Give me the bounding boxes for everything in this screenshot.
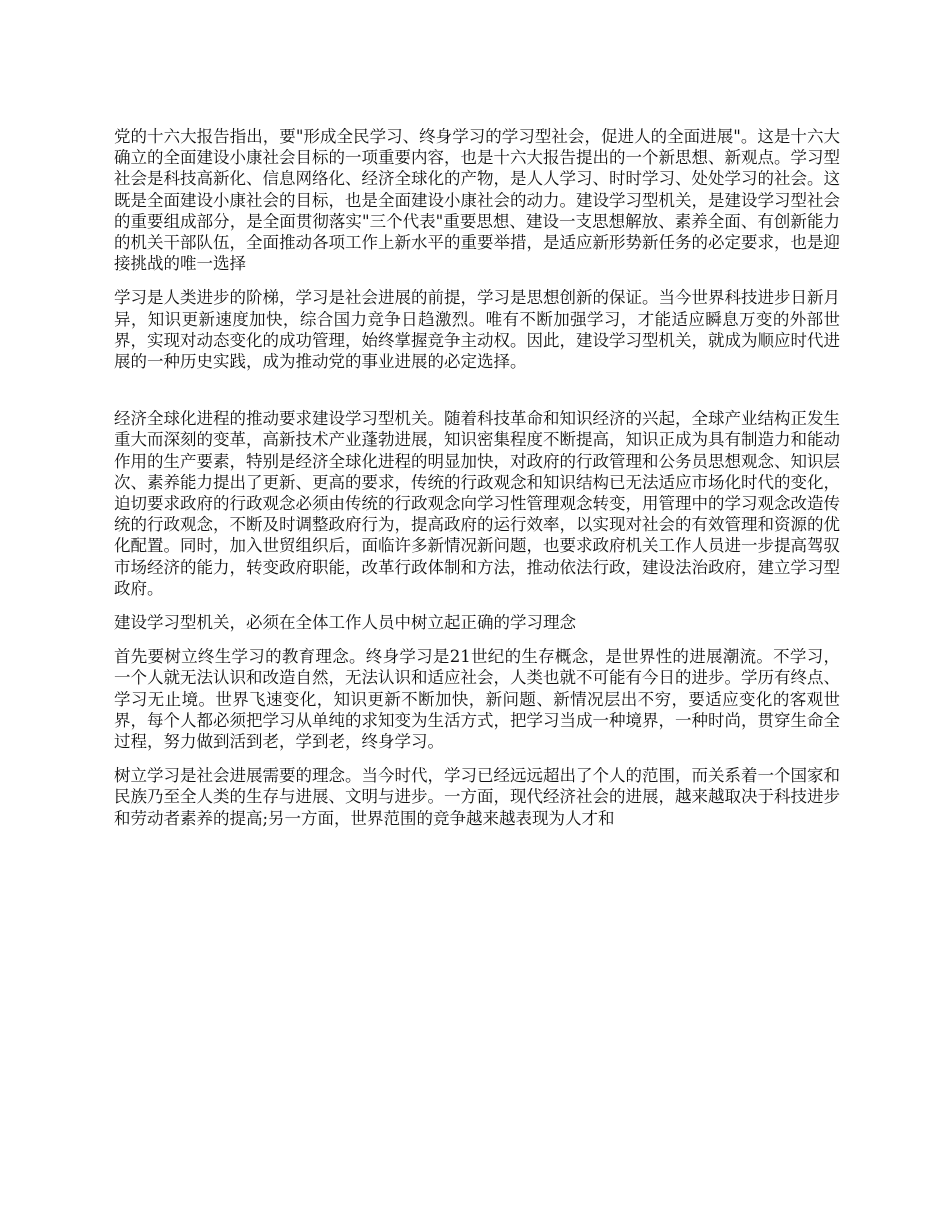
paragraph-3: 经济全球化进程的推动要求建设学习型机关。随着科技革命和知识经济的兴起，全球产业结构正发生重大而深刻的变革，高新技术产业蓬勃进展，知识密集程度不断提高，知识正成为具有制造力和能动作用的生产要素，特别是经济全球化进程的明显加快，对政府的行政管理和公务员思想观念、知识层次、素养能力提出了更新、更高的要求，传统的行政观念和知识结构已无法适应市场化时代的变化，迫切要求政府的行政观念必须由传统的行政观念向学习性管理观念转变，用管理中的学习观念改造传统的行政观念，不断及时调整政府行为，提高政府的运行效率，以实现对社会的有效管理和资源的优化配置。同时，加入世贸组织后，面临许多新情况新问题，也要求政府机关工作人员进一步提高驾驭市场经济的能力，转变政府职能，改革行政体制和方法，推动依法行政，建设法治政府，建立学习型政府。 (114, 409, 840, 598)
document-body (114, 126, 840, 829)
paragraph-4: 建设学习型机关，必须在全体工作人员中树立起正确的学习理念 (114, 613, 576, 633)
paragraph-1: 党的十六大报告指出，要"形成全民学习、终身学习的学习型社会，促进人的全面进展"。这是十六大确立的全面建设小康社会目标的一项重要内容，也是十六大报告提出的一个新思想、新观点。学习型社会是科技高新化、信息网络化、经济全球化的产物，是人人学习、时时学习、处处学习的社会。这既是全面建设小康社会的目标，也是全面建设小康社会的动力。建设学习型机关，是建设学习型社会的重要组成部分，是全面贯彻落实"三个代表"重要思想、建设一支思想解放、素养全面、有创新能力的机关干部队伍，全面推动各项工作上新水平的重要举措，是适应新形势新任务的必定要求，也是迎接挑战的唯一选择 (114, 127, 840, 274)
paragraph-2: 学习是人类进步的阶梯，学习是社会进展的前提，学习是思想创新的保证。当今世界科技进步日新月异，知识更新速度加快，综合国力竞争日趋激烈。唯有不断加强学习，才能适应瞬息万变的外部世界，实现对动态变化的成功管理，始终掌握竞争主动权。因此，建设学习型机关，就成为顺应时代进展的一种历史实践，成为推动党的事业进展的必定选择。 (114, 288, 840, 372)
paragraph-6: 树立学习是社会进展需要的理念。当今时代，学习已经远远超出了个人的范围，而关系着一个国家和民族乃至全人类的生存与进展、文明与进步。一方面，现代经济社会的进展，越来越取决于科技进步和劳动者素养的提高;另一方面，世界范围的竞争越来越表现为人才和 (114, 766, 840, 828)
paragraph-5: 首先要树立终生学习的教育理念。终身学习是21世纪的生存概念，是世界性的进展潮流。不学习，一个人就无法认识和改造自然，无法认识和适应社会，人类也就不可能有今日的进步。学历有终点、学习无止境。世界飞速变化，知识更新不断加快，新问题、新情况层出不穷，要适应变化的客观世界，每个人都必须把学习从单纯的求知变为生活方式，把学习当成一种境界，一种时尚，贯穿生命全过程，努力做到活到老，学到老，终身学习。 (114, 647, 840, 752)
